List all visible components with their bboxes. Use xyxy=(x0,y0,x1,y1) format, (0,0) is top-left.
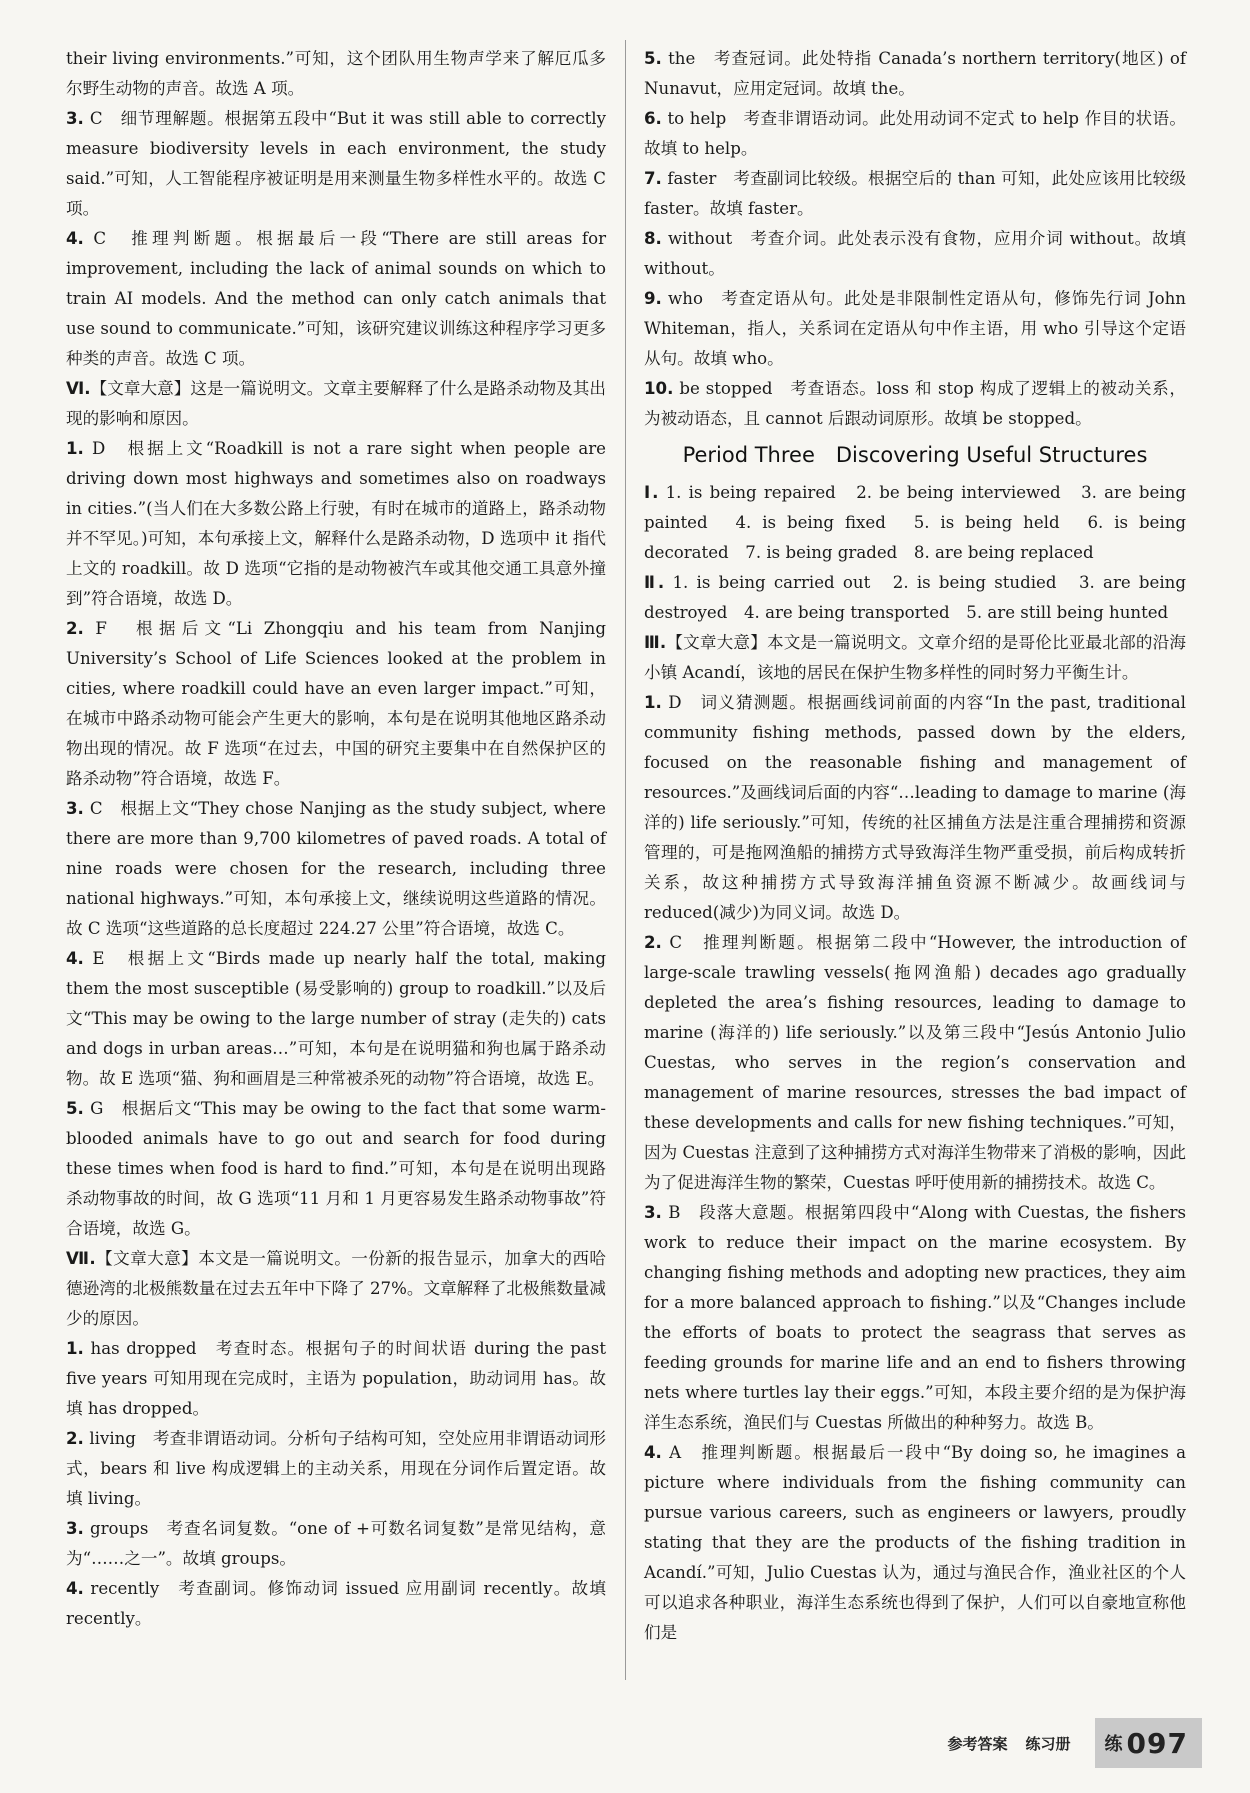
para: 3. groups 考查名词复数。“one of +可数名词复数”是常见结构，意为“……之一”。故填 groups。 xyxy=(66,1519,606,1568)
para: their living environments.”可知，这个团队用生物声学来了解厄瓜多尔野生动物的声音。故选 A 项。 xyxy=(66,49,606,98)
para: 7. faster 考查副词比较级。根据空后的 than 可知，此处应该用比较级 faster。故填 faster。 xyxy=(644,169,1186,218)
page-number-tab xyxy=(1095,1718,1202,1768)
section-heading: Ⅵ.【文章大意】这是一篇说明文。文章主要解释了什么是路杀动物及其出现的影响和原因。 xyxy=(66,379,606,428)
para: 6. to help 考查非谓语动词。此处用动词不定式 to help 作目的状语。故填 to help。 xyxy=(644,109,1186,158)
para: 2. F 根据后文“Li Zhongqiu and his team from Nanjing University’s School of Life Sciences looked at the problem in cities, where roadkill could have an even larger impact.”可知，在城市中路杀动物可能会产生更大的影响，本句是在说明其他地区路杀动物出现的情况。故 F 选项“在过去，中国的研究主要集中在自然保护区的路杀动物”符合语境，故选 F。 xyxy=(66,619,606,788)
footer-label-workbook: 练习册 xyxy=(1025,1734,1071,1753)
section-heading: Ⅱ. 1. is being carried out 2. is being studied 3. are being destroyed 4. are being transported 5. are still being hunted xyxy=(644,573,1186,622)
period-title: Period Three Discovering Useful Structures xyxy=(682,443,1148,467)
para: 9. who 考查定语从句。此处是非限制性定语从句，修饰先行词 John Whiteman，指人，关系词在定语从句中作主语，用 who 引导这个定语从句。故填 who。 xyxy=(644,289,1186,368)
section-heading: Ⅶ.【文章大意】本文是一篇说明文。一份新的报告显示，加拿大的西哈德逊湾的北极熊数量在过去五年中下降了 27%。文章解释了北极熊数量减少的原因。 xyxy=(66,1249,606,1328)
para: 4. recently 考查副词。修饰动词 issued 应用副词 recently。故填 recently。 xyxy=(66,1579,606,1628)
page-number: 097 xyxy=(1126,1726,1188,1760)
footer-lian: 练 xyxy=(1104,1734,1123,1755)
para: 2. C 推理判断题。根据第二段中“However, the introduction of large-scale trawling vessels(拖网渔船) decades ago gradually depleted the area’s fishing resources, leading to damage to marine (海洋的) life seriously.”以及第三段中“Jesús Antonio Julio Cuestas, who serves in the region’s conservation and management of marine resources, stresses the bad impact of these developments and calls for new fishing techniques.”可知，因为 Cuestas 注意到了这种捕捞方式对海洋生物带来了消极的影响，因此为了促进海洋生物的繁荣，Cuestas 呼吁使用新的捕捞技术。故选 C。 xyxy=(644,933,1186,1192)
para: 5. the 考查冠词。此处特指 Canada’s northern territory(地区) of Nunavut，应用定冠词。故填 the。 xyxy=(644,49,1186,98)
para: 1. D 词义猜测题。根据画线词前面的内容“In the past, traditional community fishing methods, passed down by the elders, focused on the reasonable fishing and management of resources.”及画线词后面的内容“…leading to damage to marine (海洋的) life seriously.”可知，传统的社区捕鱼方法是注重合理捕捞和资源管理的，可是拖网渔船的捕捞方式导致海洋生物严重受损，前后构成转折关系，故这种捕捞方式导致海洋捕鱼资源不断减少。故画线词与 reduced(减少)为同义词。故选 D。 xyxy=(644,693,1186,922)
section-heading: Ⅲ.【文章大意】本文是一篇说明文。文章介绍的是哥伦比亚最北部的沿海小镇 Acandí，该地的居民在保护生物多样性的同时努力平衡生计。 xyxy=(644,633,1186,682)
page-footer xyxy=(948,1718,1202,1768)
para: 3. C 根据上文“They chose Nanjing as the study subject, where there are more than 9,700 kilometres of paved roads. A total of nine roads were chosen for the research, including three national highways.”可知，本句承接上文，继续说明这些道路的情况。故 C 选项“这些道路的总长度超过 224.27 公里”符合语境，故选 C。 xyxy=(66,799,606,938)
para: 2. living 考查非谓语动词。分析句子结构可知，空处应用非谓语动词形式，bears 和 live 构成逻辑上的主动关系，用现在分词作后置定语。故填 living。 xyxy=(66,1429,606,1508)
section-heading: Ⅰ. 1. is being repaired 2. be being interviewed 3. are being painted 4. is being fixed 5. is being held 6. is being decorated 7. is being graded 8. are being replaced xyxy=(644,483,1186,562)
footer-label-answers: 参考答案 xyxy=(947,1734,1008,1753)
column-divider xyxy=(625,40,626,1680)
right-column xyxy=(644,44,1186,1648)
para: 3. C 细节理解题。根据第五段中“But it was still able to correctly measure biodiversity levels in each environment, the study said.”可知，人工智能程序被证明是用来测量生物多样性水平的。故选 C 项。 xyxy=(66,109,606,218)
para: 4. E 根据上文“Birds made up nearly half the total, making them the most susceptible (易受影响的) group to roadkill.”以及后文“This may be owing to the large number of stray (走失的) cats and dogs in urban areas…”可知，本句是在说明猫和狗也属于路杀动物。故 E 选项“猫、狗和画眉是三种常被杀死的动物”符合语境，故选 E。 xyxy=(66,949,606,1088)
para: 10. be stopped 考查语态。loss 和 stop 构成了逻辑上的被动关系，为被动语态，且 cannot 后跟动词原形。故填 be stopped。 xyxy=(644,379,1186,428)
para: 8. without 考查介词。此处表示没有食物，应用介词 without。故填 without。 xyxy=(644,229,1186,278)
para: 5. G 根据后文“This may be owing to the fact that some warm-blooded animals have to go out and search for food during these times when food is hard to find.”可知，本句是在说明出现路杀动物事故的时间，故 G 选项“11 月和 1 月更容易发生路杀动物事故”符合语境，故选 G。 xyxy=(66,1099,606,1238)
para: 1. has dropped 考查时态。根据句子的时间状语 during the past five years 可知用现在完成时，主语为 population，助动词用 has。故填 has dropped。 xyxy=(66,1339,606,1418)
para: 1. D 根据上文“Roadkill is not a rare sight when people are driving down most highways and sometimes also on roadways in cities.”(当人们在大多数公路上行驶，有时在城市的道路上，路杀动物并不罕见。)可知，本句承接上文，解释什么是路杀动物，D 选项中 it 指代上文的 roadkill。故 D 选项“它指的是动物被汽车或其他交通工具意外撞到”符合语境，故选 D。 xyxy=(66,439,606,608)
para: 3. B 段落大意题。根据第四段中“Along with Cuestas, the fishers work to reduce their impact on the marine ecosystem. By changing fishing methods and adopting new practices, they aim for a more balanced approach to fishing.”以及“Changes include the efforts of boats to protect the seagrass that serves as feeding grounds for marine life and an end to fishers throwing nets where turtles lay their eggs.”可知，本段主要介绍的是为保护海洋生态系统，渔民们与 Cuestas 所做出的种种努力。故选 B。 xyxy=(644,1203,1186,1432)
left-column xyxy=(66,44,606,1634)
para: 4. C 推理判断题。根据最后一段“There are still areas for improvement, including the lack of animal sounds on which to train AI models. And the method can only catch animals that use sound to communicate.”可知，该研究建议训练这种程序学习更多种类的声音。故选 C 项。 xyxy=(66,229,606,368)
para: 4. A 推理判断题。根据最后一段中“By doing so, he imagines a picture where individuals from the fishing community can pursue various careers, such as engineers or lawyers, proudly stating that they are the products of the fishing tradition in Acandí.”可知，Julio Cuestas 认为，通过与渔民合作，渔业社区的个人可以追求各种职业，海洋生态系统也得到了保护，人们可以自豪地宣称他们是 xyxy=(644,1443,1186,1642)
